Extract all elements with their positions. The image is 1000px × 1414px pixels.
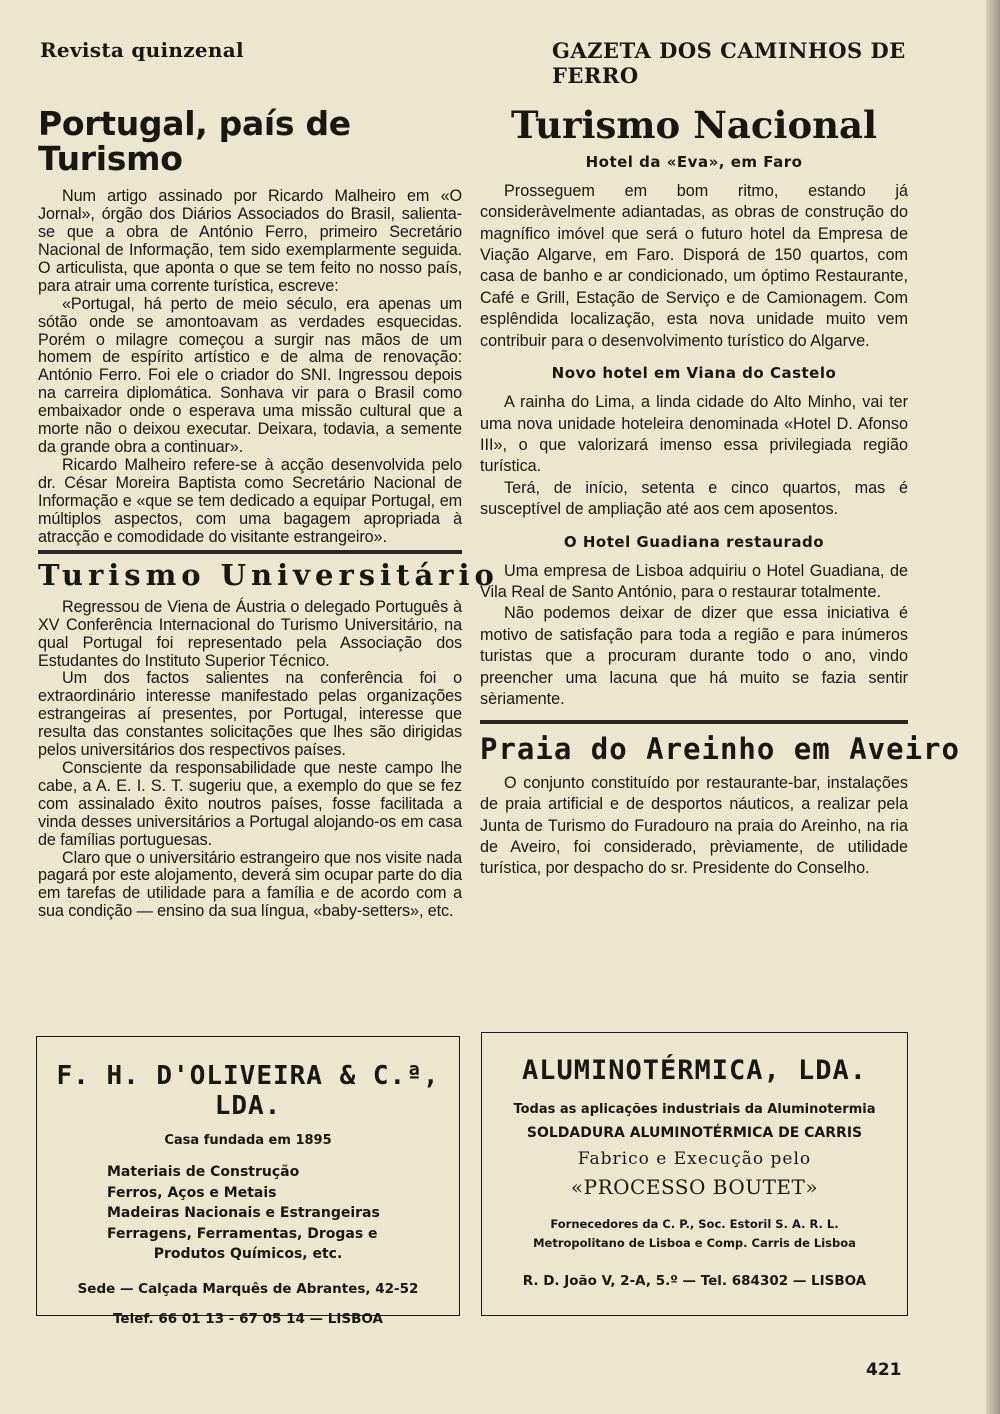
running-head-left: Revista quinzenal (40, 38, 244, 62)
ad-product-list (37, 1162, 459, 1265)
ad-product: Materiais de Construção (107, 1164, 300, 1180)
article-paragraph: Um dos factos salientes na conferência foi o extraordinário interesse manifestado pelas organizações estrangeiras aí presentes, por Portugal, interesse que resulta das constantes solicitações que lhes são dirigidas pelos universitários dos respectivos países. (38, 669, 462, 760)
ad-address: Sede — Calçada Marquês de Abrantes, 42-52 (77, 1280, 419, 1297)
section-subtitle: Novo hotel em Viana do Castelo (551, 364, 837, 383)
article-paragraph: Consciente da responsabilidade que neste campo lhe cabe, a A. E. I. S. T. sugeriu que, a exemplo do que se fez com assinalado êxito noutros países, fosse facilitada a vinda desses universitários a Portugal alojando-os em casa de famílias portuguesas. (38, 759, 462, 849)
ad-supplier: Metropolitano de Lisboa e Comp. Carris de Lisboa (533, 1236, 856, 1250)
ad-product: Produtos Químicos, etc. (153, 1246, 343, 1262)
section-subtitle: Hotel da «Eva», em Faro (585, 152, 803, 171)
section-divider (38, 550, 462, 554)
ad-company-name: F. H. D'OLIVEIRA & C.ª, LDA. (56, 1061, 440, 1121)
ad-company-name: ALUMINOTÉRMICA, LDA. (521, 1055, 868, 1086)
article-paragraph: O conjunto constituído por restaurante-bar, instalações de praia artificial e de desportos náuticos, a realizar pela Junta de Turismo do Furadouro na praia do Areinho, na ria de Aveiro, foi considerado, prèviamente, de utilidade turística, por despacho do sr. Presidente do Conselho. (480, 773, 908, 878)
article-title-universitario: Turismo Universitário (38, 558, 499, 593)
article-paragraph: Prosseguem em bom ritmo, estando já consideràvelmente adiantadas, as obras de construção do magnífico imóvel que será o futuro hotel da Empresa de Viação Algarve, em Faro. Disporá de 150 quartos, com casa de banho e ar condicionado, um óptimo Restaurante, Café e Grill, Estação de Serviço e de Camionagem. Com esplêndida localização, esta nova unidade muito vem contribuir para o desenvolvimento turístico do Algarve. (480, 181, 908, 350)
article-title-areinho: Praia do Areinho em Aveiro (480, 732, 960, 767)
section-divider (480, 720, 908, 724)
right-column (480, 100, 960, 1000)
running-head-right: GAZETA DOS CAMINHOS DE FERRO (552, 38, 906, 88)
article-paragraph: Terá, de início, setenta e cinco quartos, mas é susceptível de ampliação até aos cem aposentos. (480, 478, 908, 519)
ad-product: Ferros, Aços e Metais (107, 1184, 277, 1201)
article-paragraph: Ricardo Malheiro refere-se à acção desenvolvida pelo dr. César Moreira Baptista como Secretário Nacional de Informação e «que se tem dedicado a equipar Portugal, em múltiplos aspectos, com uma bagagem apropriada à atracção e comodidade do visitante estrangeiro». (38, 455, 462, 546)
advertisement-aluminotermica (481, 1032, 908, 1316)
ad-product: Madeiras Nacionais e Estrangeiras (107, 1205, 380, 1221)
ad-founded: Casa fundada em 1895 (164, 1133, 332, 1148)
ad-line: Fabrico e Execução pelo (577, 1149, 812, 1169)
ad-line: Todas as aplicações industriais da Aluminotermia (513, 1102, 876, 1117)
ad-line: SOLDADURA ALUMINOTÉRMICA DE CARRIS (526, 1125, 863, 1141)
article-title-turismo-nacional: Turismo Nacional (510, 103, 878, 147)
ad-product: Ferragens, Ferramentas, Drogas e (107, 1225, 378, 1242)
section-subtitle: O Hotel Guadiana restaurado (563, 532, 825, 551)
ad-supplier: Fornecedores da C. P., Soc. Estoril S. A. R. L. (550, 1217, 839, 1231)
article-paragraph: Uma empresa de Lisboa adquiriu o Hotel Guadiana, de Vila Real de Santo António, para o restaurar totalmente. (480, 561, 908, 601)
ad-line: «PROCESSO BOUTET» (570, 1175, 819, 1199)
article-paragraph: Não podemos deixar de dizer que essa iniciativa é motivo de satisfação para toda a região e para inúmeros turistas que a procuram durante todo o ano, vindo preencher uma lacuna que há muito se fazia sentir sèriamente. (480, 604, 908, 708)
left-column (38, 100, 499, 1000)
article-paragraph: Claro que o universitário estrangeiro que nos visite nada pagará por este alojamento, deverá sim ocupar parte do dia em tarefas de utilidade para a família e de acordo com a sua condição — ensino da sua língua, «baby-setters», etc. (38, 848, 462, 921)
article-paragraph: «Portugal, há perto de meio século, era apenas um sótão onde se amontoavam as verdades esquecidas. Porém o milagre começou a surgir nas mãos de um homem de espírito artístico e de alma de renovação: António Ferro. Foi ele o criador do SNI. Ingressou depois na carreira diplomática. Sonhava vir para o Brasil como embaixador onde o esperava uma missão cultural que a morte não o deixou executar. Deixara, todavia, a semente da grande obra a continuar». (38, 294, 462, 456)
article-paragraph: A rainha do Lima, a linda cidade do Alto Minho, vai ter uma nova unidade hoteleira denominada «Hotel D. Afonso III», o que valorizará imenso essa privilegiada região turística. (480, 393, 908, 476)
article-title-portugal: Portugal, país de Turismo (38, 104, 351, 178)
advertisement-oliveira (36, 1036, 460, 1327)
article-paragraph: Num artigo assinado por Ricardo Malheiro em «O Jornal», órgão dos Diários Associados do Brasil, salienta-se que a obra de António Ferro, primeiro Secretário Nacional de Informação, tem sido exemplarmente seguida. O articulista, que aponta o que se tem feito no nosso país, para atrair uma corrente turística, escreve: (38, 187, 462, 295)
page-number: 421 (866, 1360, 902, 1380)
ad-phone: Telef. 66 01 13 - 67 05 14 — LISBOA (113, 1310, 383, 1327)
article-paragraph: Regressou de Viena de Áustria o delegado Português à XV Conferência Internacional do Turismo Universitário, na qual Portugal foi representado pela Associação dos Estudantes do Instituto Superior Técnico. (38, 597, 462, 670)
page-edge (986, 0, 1000, 1414)
ad-address: R. D. João V, 2-A, 5.º — Tel. 684302 — LISBOA (522, 1273, 867, 1289)
